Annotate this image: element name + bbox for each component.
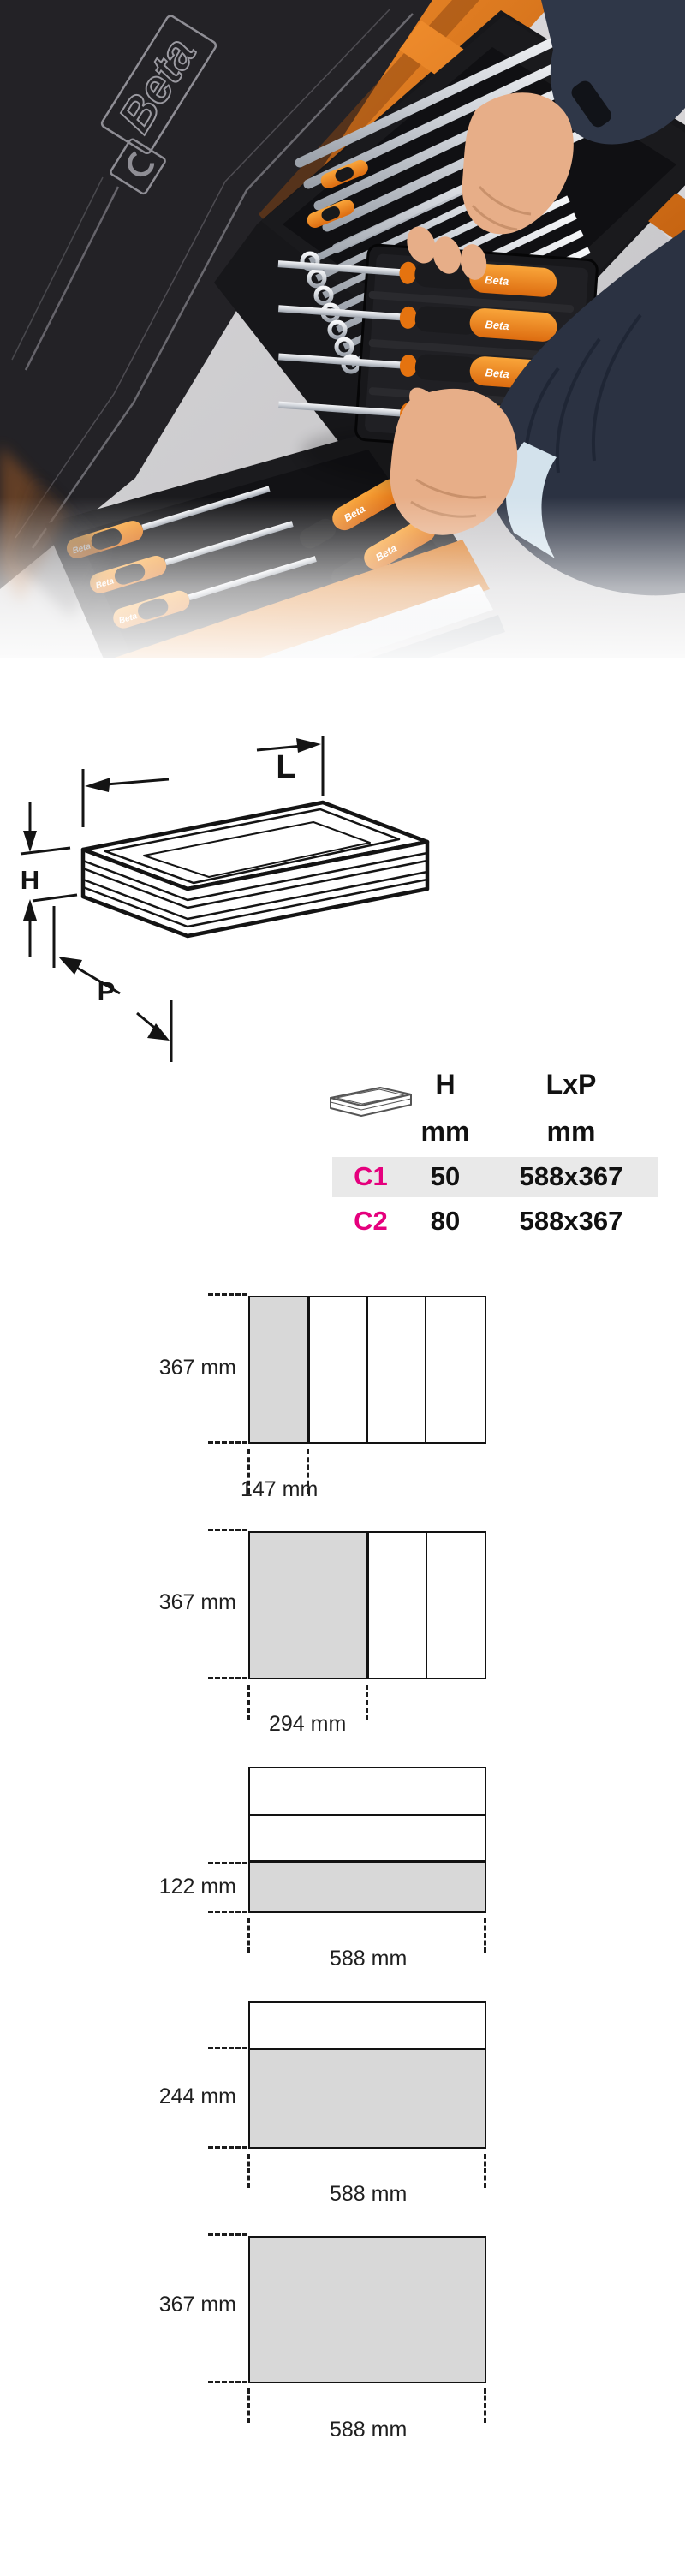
extension-dash: [484, 2388, 486, 2423]
extension-dash: [208, 1862, 247, 1864]
module: [369, 1533, 427, 1678]
handle-brand-text: Beta: [485, 366, 510, 381]
shaded-module: [250, 1297, 310, 1442]
height-label: 244 mm: [158, 2084, 236, 2108]
photo-bottom-edge: [0, 658, 685, 678]
col-header-lxp: LxP: [545, 1069, 597, 1100]
tray-outline: [248, 1531, 486, 1679]
handle-brand-text: Beta: [485, 318, 510, 333]
col-header-h-unit: mm: [420, 1116, 470, 1147]
row-code-c2: C2: [354, 1206, 388, 1236]
extension-dash: [208, 2047, 247, 2049]
drawing-tray: [83, 802, 427, 936]
extension-dash: [208, 2146, 247, 2149]
extension-dash: [208, 2233, 247, 2236]
shaded-module: [250, 2050, 485, 2147]
width-label: 147 mm: [241, 1477, 319, 1501]
tray-outline: [248, 1767, 486, 1913]
extension-dash: [208, 2381, 247, 2383]
photo-fade: [0, 497, 685, 678]
width-label: 588 mm: [330, 2418, 408, 2442]
handle-brand-text: Beta: [484, 273, 509, 288]
row-code-c1: C1: [354, 1161, 388, 1191]
height-label: 367 mm: [158, 1590, 236, 1614]
cabinet-logo-text: Beta: [109, 28, 206, 141]
row-c2-lxp: 588x367: [519, 1206, 623, 1236]
module: [310, 1297, 368, 1442]
extension-dash: [484, 2154, 486, 2188]
extension-dash: [247, 1685, 250, 1720]
extension-dash: [208, 1911, 247, 1913]
module: [368, 1297, 426, 1442]
tray-outline: [248, 2236, 486, 2383]
tray-icon: [327, 1084, 416, 1125]
col-header-h: H: [435, 1069, 456, 1100]
height-label: 367 mm: [158, 1356, 236, 1380]
extension-dash: [247, 2388, 250, 2423]
shaded-module: [250, 1863, 485, 1911]
col-header-lxp-unit: mm: [546, 1116, 596, 1147]
label-H: H: [20, 865, 40, 895]
tray-outline: [248, 1296, 486, 1444]
row-c1-h: 50: [430, 1161, 461, 1191]
row-c1-lxp: 588x367: [519, 1161, 623, 1191]
extension-dash: [208, 1441, 247, 1444]
extension-dash: [366, 1685, 368, 1720]
height-label: 367 mm: [158, 2293, 236, 2317]
width-label: 294 mm: [269, 1712, 347, 1736]
extension-dash: [484, 1918, 486, 1953]
width-label: 588 mm: [330, 2182, 408, 2206]
height-label: 122 mm: [158, 1875, 236, 1899]
module: [250, 1816, 485, 1863]
extension-dash: [247, 2154, 250, 2188]
module: [427, 1533, 485, 1678]
shaded-module: [250, 1533, 369, 1678]
label-P: P: [97, 976, 116, 1006]
tray-outline: [248, 2001, 486, 2149]
extension-dash: [247, 1918, 250, 1953]
label-L: L: [276, 749, 296, 785]
product-photo: [0, 0, 685, 678]
width-label: 588 mm: [330, 1947, 408, 1971]
extension-dash: [208, 1529, 247, 1531]
module: [426, 1297, 485, 1442]
module: [250, 1768, 485, 1816]
module: [250, 2003, 485, 2050]
row-c2-h: 80: [430, 1206, 461, 1236]
extension-dash: [208, 1293, 247, 1296]
shaded-module: [250, 2238, 485, 2382]
extension-dash: [208, 1677, 247, 1679]
dimension-drawing: [0, 719, 651, 1079]
